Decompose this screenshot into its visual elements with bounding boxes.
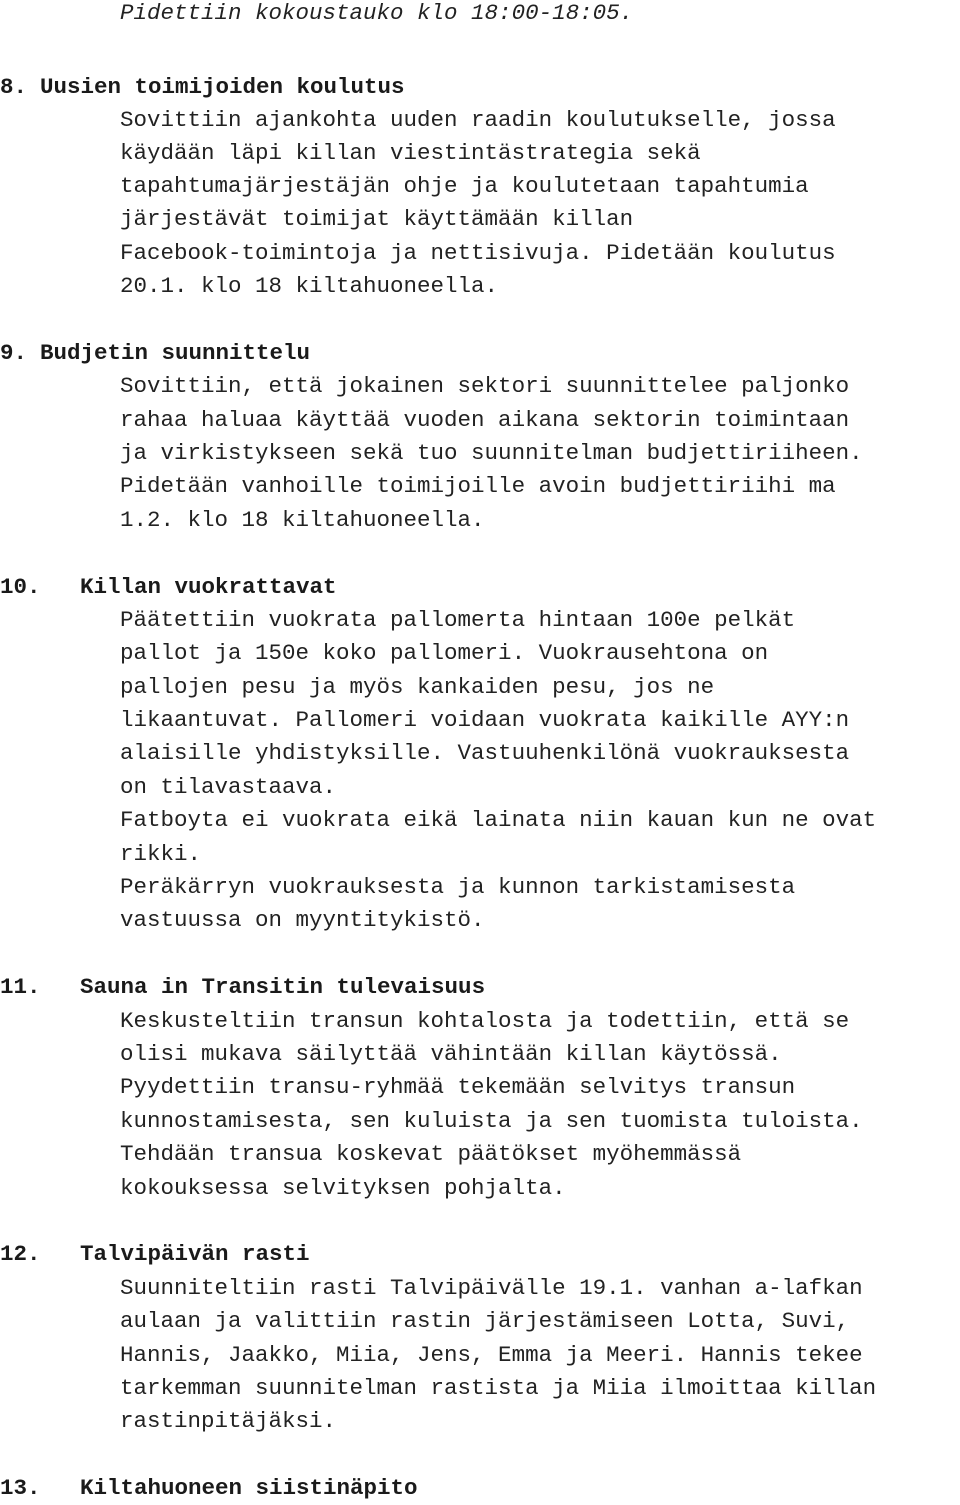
section-text-line: Keskusteltiin transun kohtalosta ja todettiin, että se: [120, 1008, 850, 1034]
section-text-line: käydään läpi killan viestintästrategia sekä: [120, 140, 701, 166]
section-text-line: 1.2. klo 18 kiltahuoneella.: [120, 507, 485, 533]
section-text-line: Fatboyta ei vuokrata eikä lainata niin kauan kun ne ovat: [120, 807, 877, 833]
section-title: Killan vuokrattavat: [80, 574, 337, 600]
section-text-line: Hannis, Jaakko, Miia, Jens, Emma ja Meeri. Hannis tekee: [120, 1342, 863, 1368]
section-text-line: Sovittiin, että jokainen sektori suunnittelee paljonko: [120, 373, 850, 399]
section-number: 12.: [0, 1241, 41, 1267]
section-text-line: on tilavastaava.: [120, 774, 337, 800]
section-text-line: tarkemman suunnitelman rastista ja Miia ilmoittaa killan: [120, 1375, 877, 1401]
section-text-line: 20.1. klo 18 kiltahuoneella.: [120, 273, 499, 299]
section-title: Budjetin suunnittelu: [40, 340, 311, 366]
section-text-line: vastuussa on myyntitykistö.: [120, 907, 485, 933]
section-text-line: olisi mukava säilyttää vähintään killan käytössä.: [120, 1041, 782, 1067]
section-title: Talvipäivän rasti: [80, 1241, 310, 1267]
section-text-line: pallojen pesu ja myös kankaiden pesu, jos ne: [120, 674, 715, 700]
section-title: Uusien toimijoiden koulutus: [40, 74, 405, 100]
break-note: Pidettiin kokoustauko klo 18:00-18:05.: [120, 0, 634, 26]
section-text-line: likaantuvat. Pallomeri voidaan vuokrata kaikille AYY:n: [120, 707, 850, 733]
section-text-line: rikki.: [120, 841, 202, 867]
section-number: 11.: [0, 974, 41, 1000]
section-text-line: alaisille yhdistyksille. Vastuuhenkilönä vuokrauksesta: [120, 740, 850, 766]
section-text-line: Sovittiin ajankohta uuden raadin koulutukselle, jossa: [120, 107, 836, 133]
section-text-line: Tehdään transua koskevat päätökset myöhemmässä: [120, 1141, 742, 1167]
section-text-line: ja virkistykseen sekä tuo suunnitelman budjettiriiheen.: [120, 440, 863, 466]
section-text-line: tapahtumajärjestäjän ohje ja koulutetaan tapahtumia: [120, 173, 809, 199]
section-number: 8.: [0, 74, 28, 100]
section-text-line: rastinpitäjäksi.: [120, 1408, 337, 1434]
section-text-line: Päätettiin vuokrata pallomerta hintaan 100e pelkät: [120, 607, 796, 633]
section-text-line: pallot ja 150e koko pallomeri. Vuokrausehtona on: [120, 640, 769, 666]
section-text-line: Pyydettiin transu-ryhmää tekemään selvitys transun: [120, 1074, 796, 1100]
section-title: Sauna in Transitin tulevaisuus: [80, 974, 486, 1000]
section-text-line: Pidetään vanhoille toimijoille avoin budjettiriihi ma: [120, 473, 836, 499]
section-text-line: kunnostamisesta, sen kuluista ja sen tuomista tuloista.: [120, 1108, 863, 1134]
section-text-line: rahaa haluaa käyttää vuoden aikana sektorin toimintaan: [120, 407, 850, 433]
section-text-line: Suunniteltiin rasti Talvipäivälle 19.1. vanhan a-lafkan: [120, 1275, 863, 1301]
section-number: 10.: [0, 574, 41, 600]
section-text-line: järjestävät toimijat käyttämään killan: [120, 206, 634, 232]
section-title: Kiltahuoneen siistinäpito: [80, 1475, 418, 1501]
section-text-line: aulaan ja valittiin rastin järjestämiseen Lotta, Suvi,: [120, 1308, 850, 1334]
section-number: 13.: [0, 1475, 41, 1501]
section-text-line: Facebook-toimintoja ja nettisivuja. Pidetään koulutus: [120, 240, 836, 266]
section-number: 9.: [0, 340, 28, 366]
section-text-line: kokouksessa selvityksen pohjalta.: [120, 1175, 566, 1201]
section-text-line: Peräkärryn vuokrauksesta ja kunnon tarkistamisesta: [120, 874, 796, 900]
